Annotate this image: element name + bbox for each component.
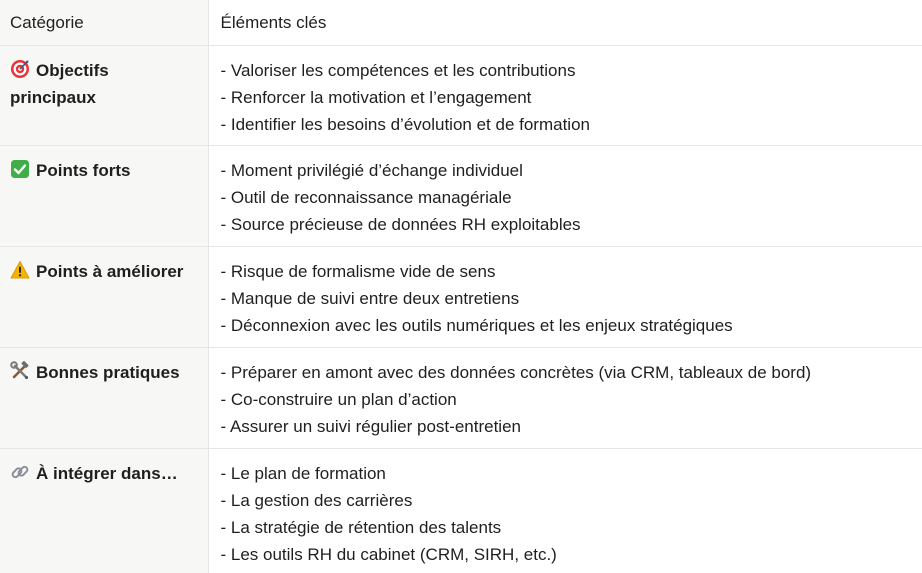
header-elements: Éléments clés	[208, 0, 922, 45]
list-item: - Outil de reconnaissance managériale	[220, 187, 512, 207]
link-icon	[10, 462, 30, 482]
category-cell	[0, 347, 208, 448]
category-label: Bonnes pratiques	[36, 362, 180, 382]
list-item: - La stratégie de rétention des talents	[220, 517, 502, 537]
list-item: - Moment privilégié d’échange individuel	[220, 160, 523, 180]
table-row	[0, 347, 922, 448]
table-header-row	[0, 0, 922, 45]
elements-cell	[208, 448, 922, 573]
target-icon	[10, 59, 30, 79]
category-cell	[0, 246, 208, 347]
category-cell	[0, 45, 208, 145]
tools-icon	[10, 361, 30, 381]
category-label: Objectifs	[36, 60, 109, 80]
category-label: À intégrer dans…	[36, 463, 178, 483]
elements-cell	[208, 347, 922, 448]
list-item: - Risque de formalisme vide de sens	[220, 261, 496, 281]
list-item: - Préparer en amont avec des données concrètes (via CRM, tableaux de bord)	[220, 362, 812, 382]
table-row	[0, 448, 922, 573]
table-row	[0, 145, 922, 246]
list-item: - Renforcer la motivation et l’engagement	[220, 87, 532, 107]
header-category: Catégorie	[0, 0, 208, 45]
elements-cell	[208, 45, 922, 145]
list-item: - Manque de suivi entre deux entretiens	[220, 288, 520, 308]
category-label-continued: principaux	[10, 87, 96, 107]
category-label: Points forts	[36, 160, 131, 180]
list-item: - Les outils RH du cabinet (CRM, SIRH, etc.)	[220, 544, 557, 564]
warning-icon	[10, 260, 30, 280]
list-item: - Identifier les besoins d’évolution et de formation	[220, 114, 590, 134]
elements-cell	[208, 246, 922, 347]
list-item: - La gestion des carrières	[220, 490, 413, 510]
check-mark-icon	[10, 159, 30, 179]
category-cell	[0, 145, 208, 246]
list-item: - Source précieuse de données RH exploitables	[220, 214, 581, 234]
list-item: - Co-construire un plan d’action	[220, 389, 457, 409]
category-cell	[0, 448, 208, 573]
table-row	[0, 246, 922, 347]
list-item: - Assurer un suivi régulier post-entretien	[220, 416, 521, 436]
elements-cell	[208, 145, 922, 246]
table-row	[0, 45, 922, 145]
list-item: - Le plan de formation	[220, 463, 386, 483]
list-item: - Valoriser les compétences et les contributions	[220, 60, 576, 80]
category-label: Points à améliorer	[36, 261, 184, 281]
list-item: - Déconnexion avec les outils numériques et les enjeux stratégiques	[220, 315, 733, 335]
